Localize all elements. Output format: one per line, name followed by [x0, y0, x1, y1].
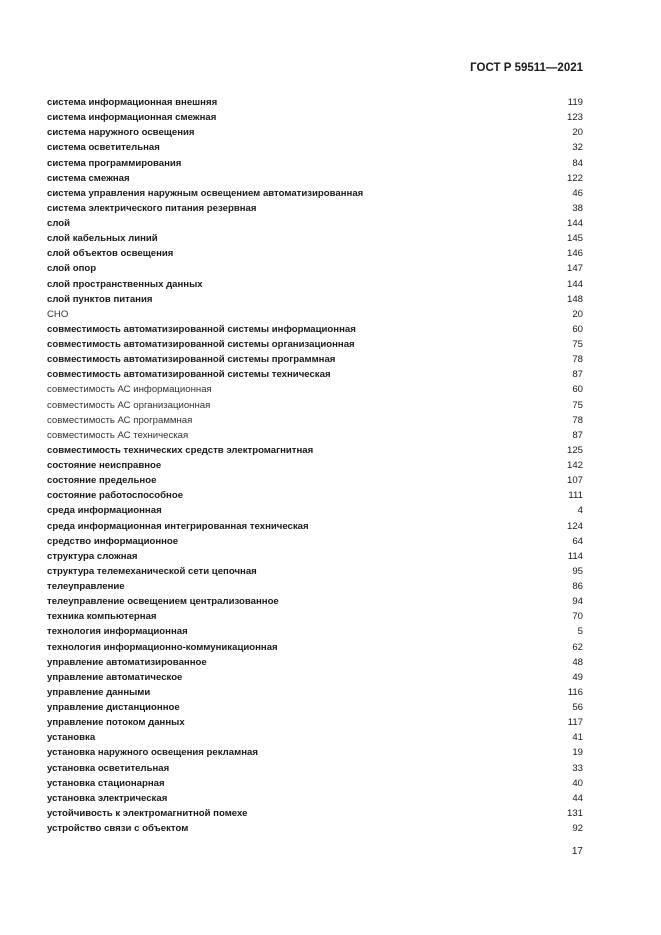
index-page-number: 92 — [572, 823, 583, 835]
index-entry — [47, 171, 583, 186]
index-term: телеуправление освещением централизованное — [47, 596, 279, 608]
index-term: совместимость АС техническая — [47, 429, 189, 441]
index-term: управление автоматизированное — [47, 656, 207, 668]
index-entry — [47, 503, 583, 518]
index-entry — [47, 110, 583, 125]
index-page-number: 20 — [572, 308, 583, 320]
index-term: состояние предельное — [47, 475, 157, 487]
index-page-number: 64 — [572, 535, 583, 547]
index-page-number: 40 — [572, 777, 583, 789]
index-page-number: 148 — [566, 293, 583, 305]
index-entry — [47, 806, 583, 821]
index-entry — [47, 488, 583, 503]
index-term: совместимость технических средств электромагнитная — [47, 444, 314, 456]
index-term: состояние работоспособное — [47, 490, 184, 502]
index-entry — [47, 761, 583, 776]
index-entry — [47, 367, 583, 382]
index-page-number: 95 — [572, 565, 583, 577]
index-term: структура телемеханической сети цепочная — [47, 565, 257, 577]
index-page-number: 131 — [566, 807, 583, 819]
index-entry — [47, 156, 583, 171]
index-entry — [47, 246, 583, 261]
index-page-number: 84 — [572, 157, 583, 169]
index-term: установка — [47, 732, 96, 744]
index-page-number: 111 — [568, 490, 583, 502]
index-page-number: 122 — [566, 172, 583, 184]
index-page-number: 19 — [572, 747, 583, 759]
index-page-number: 56 — [572, 702, 583, 714]
index-entry — [47, 579, 583, 594]
index-term: управление дистанционное — [47, 702, 180, 714]
index-term: система смежная — [47, 172, 130, 184]
index-page-number: 46 — [572, 187, 583, 199]
index-page-number: 5 — [577, 626, 583, 638]
index-page-number: 62 — [572, 641, 583, 653]
index-term: среда информационная интегрированная техническая — [47, 520, 309, 532]
index-entry — [47, 231, 583, 246]
index-entry — [47, 609, 583, 624]
index-entry — [47, 140, 583, 155]
index-entry — [47, 307, 583, 322]
index-entry — [47, 292, 583, 307]
index-entry — [47, 413, 583, 428]
index-term: совместимость автоматизированной системы организационная — [47, 339, 355, 351]
index-term: установка осветительная — [47, 762, 170, 774]
index-entry — [47, 428, 583, 443]
index-term: совместимость АС информационная — [47, 384, 212, 396]
index-entry — [47, 655, 583, 670]
index-term: управление автоматическое — [47, 671, 183, 683]
index-term: технология информационно-коммуникационная — [47, 641, 278, 653]
index-page-number: 49 — [572, 671, 583, 683]
index-page-number: 123 — [566, 112, 583, 124]
index-page-number: 144 — [566, 278, 583, 290]
index-page-number: 144 — [566, 218, 583, 230]
index-page-number: 119 — [567, 97, 583, 109]
index-term: система наружного освещения — [47, 127, 195, 139]
index-term: система программирования — [47, 157, 182, 169]
index-page-number: 142 — [566, 460, 583, 472]
index-page-number: 114 — [567, 550, 583, 562]
index-page-number: 75 — [572, 339, 583, 351]
index-term: совместимость автоматизированной системы программная — [47, 354, 336, 366]
index-page-number: 48 — [572, 656, 583, 668]
index-term: система управления наружным освещением автоматизированная — [47, 187, 364, 199]
index-term: система информационная внешняя — [47, 97, 218, 109]
index-term: управление потоком данных — [47, 717, 185, 729]
index-entry — [47, 594, 583, 609]
index-entry — [47, 821, 583, 836]
index-page-number: 124 — [566, 520, 583, 532]
index-page-number: 78 — [572, 354, 583, 366]
index-page-number: 41 — [572, 732, 583, 744]
document-header: ГОСТ Р 59511—2021 — [470, 62, 583, 74]
index-page-number: 107 — [566, 475, 583, 487]
index-term: установка наружного освещения рекламная — [47, 747, 258, 759]
index-entry — [47, 715, 583, 730]
index-entry — [47, 458, 583, 473]
index-page-number: 146 — [566, 248, 583, 260]
index-entry — [47, 730, 583, 745]
index-page-number: 116 — [567, 686, 583, 698]
index-entry — [47, 95, 583, 110]
index-term: установка электрическая — [47, 792, 168, 804]
index-page-number: 87 — [572, 369, 583, 381]
index-page-number: 87 — [572, 429, 583, 441]
index-term: СНО — [47, 308, 69, 320]
index-term: система информационная смежная — [47, 112, 217, 124]
index-term: устройство связи с объектом — [47, 823, 189, 835]
term-index-list — [47, 95, 583, 836]
index-entry — [47, 382, 583, 397]
index-term: технология информационная — [47, 626, 188, 638]
index-page-number: 32 — [572, 142, 583, 154]
index-entry — [47, 624, 583, 639]
index-entry — [47, 791, 583, 806]
index-term: совместимость автоматизированной системы информационная — [47, 323, 356, 335]
index-page-number: 44 — [572, 792, 583, 804]
index-entry — [47, 776, 583, 791]
index-term: слой опор — [47, 263, 97, 275]
page-number: 17 — [571, 846, 583, 857]
index-term: управление данными — [47, 686, 151, 698]
index-term: совместимость автоматизированной системы техническая — [47, 369, 331, 381]
index-entry — [47, 216, 583, 231]
index-term: средство информационное — [47, 535, 179, 547]
index-entry — [47, 322, 583, 337]
index-entry — [47, 473, 583, 488]
index-entry — [47, 186, 583, 201]
index-page-number: 38 — [572, 202, 583, 214]
index-entry — [47, 398, 583, 413]
index-term: слой кабельных линий — [47, 233, 158, 245]
index-entry — [47, 261, 583, 276]
index-term: слой пространственных данных — [47, 278, 203, 290]
index-page-number: 125 — [566, 444, 583, 456]
index-page-number: 78 — [572, 414, 583, 426]
index-term: совместимость АС организационная — [47, 399, 211, 411]
index-entry — [47, 564, 583, 579]
index-entry — [47, 519, 583, 534]
index-page-number: 145 — [566, 233, 583, 245]
index-page-number: 33 — [572, 762, 583, 774]
index-term: устойчивость к электромагнитной помехе — [47, 807, 248, 819]
index-entry — [47, 700, 583, 715]
index-entry — [47, 201, 583, 216]
index-entry — [47, 352, 583, 367]
index-page-number: 4 — [577, 505, 583, 517]
index-entry — [47, 337, 583, 352]
index-page-number: 60 — [572, 323, 583, 335]
index-page-number: 60 — [572, 384, 583, 396]
index-term: телеуправление — [47, 581, 125, 593]
index-term: среда информационная — [47, 505, 162, 517]
index-term: слой — [47, 218, 71, 230]
index-page-number: 117 — [567, 717, 583, 729]
index-entry — [47, 443, 583, 458]
index-term: система электрического питания резервная — [47, 202, 257, 214]
index-term: установка стационарная — [47, 777, 165, 789]
index-page-number: 70 — [572, 611, 583, 623]
index-entry — [47, 670, 583, 685]
index-page-number: 94 — [572, 596, 583, 608]
index-term: система осветительная — [47, 142, 160, 154]
index-term: совместимость АС программная — [47, 414, 193, 426]
index-page-number: 75 — [572, 399, 583, 411]
index-term: структура сложная — [47, 550, 138, 562]
index-page-number: 86 — [572, 581, 583, 593]
index-entry — [47, 125, 583, 140]
index-entry — [47, 640, 583, 655]
index-entry — [47, 685, 583, 700]
index-page-number: 147 — [566, 263, 583, 275]
index-entry — [47, 534, 583, 549]
index-term: техника компьютерная — [47, 611, 157, 623]
index-entry — [47, 549, 583, 564]
index-term: слой объектов освещения — [47, 248, 174, 260]
index-page-number: 20 — [572, 127, 583, 139]
index-entry — [47, 277, 583, 292]
index-term: слой пунктов питания — [47, 293, 153, 305]
index-entry — [47, 745, 583, 760]
index-term: состояние неисправное — [47, 460, 162, 472]
